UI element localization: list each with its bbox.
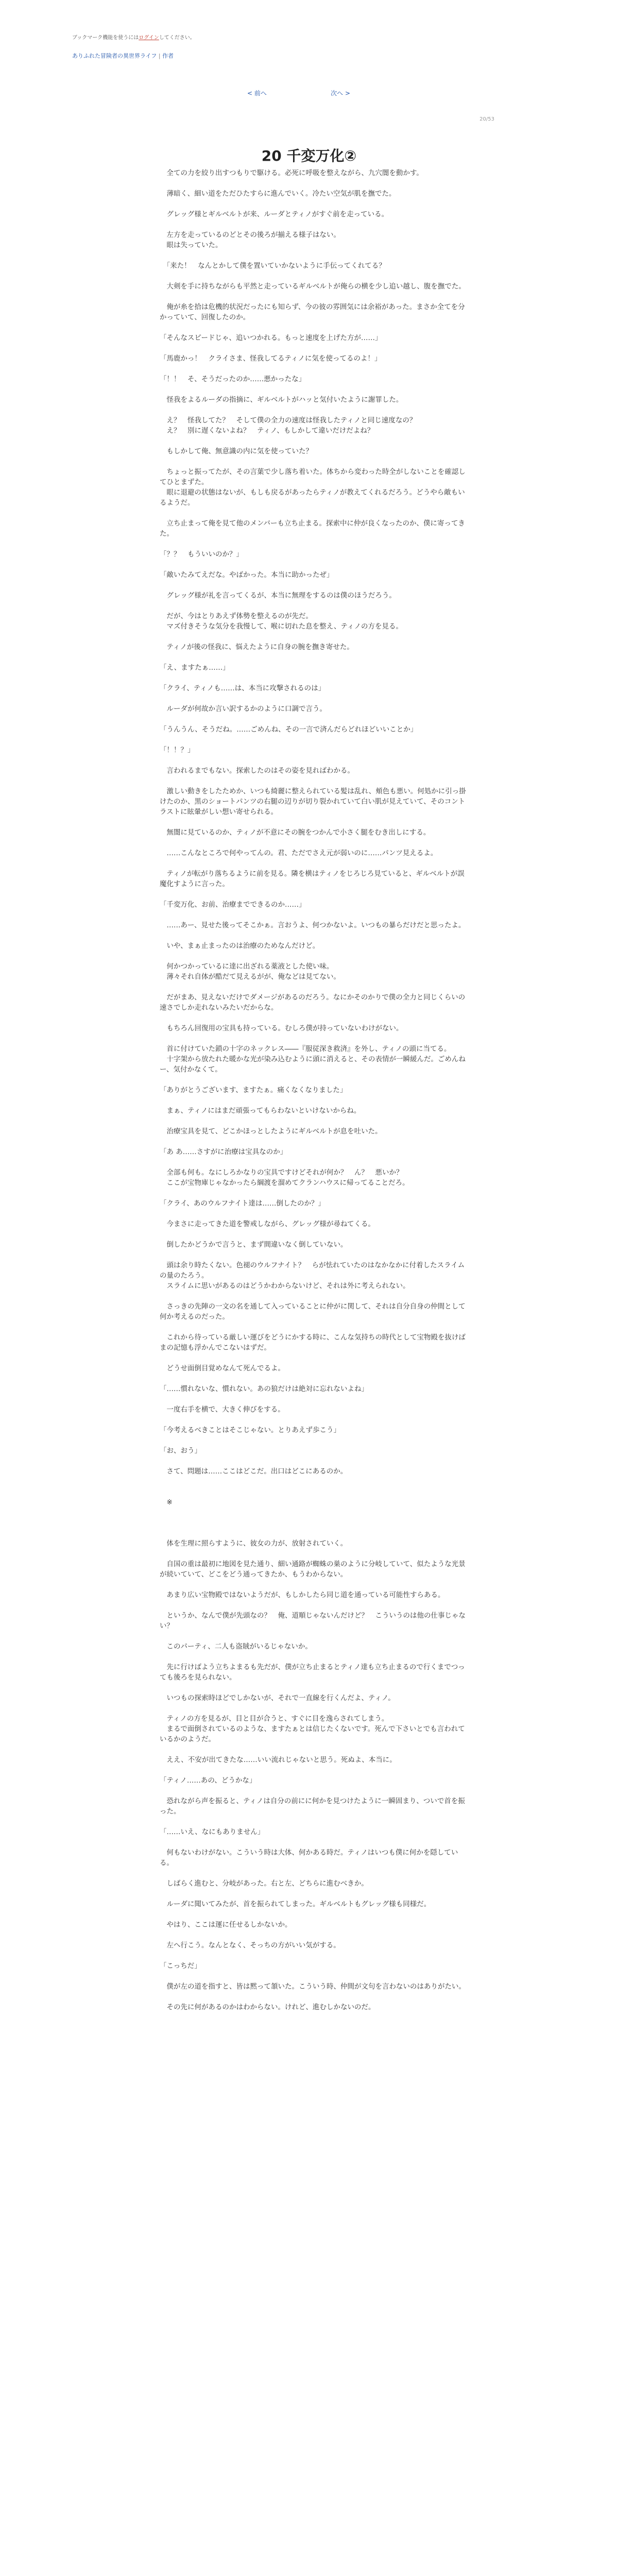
body-paragraph: 「！！ そ、そうだったのか……悪かったな」 (160, 375, 306, 383)
body-paragraph: 「来た！ なんとかして僕を置いていかないように手伝ってくれてる？ (160, 262, 386, 270)
body-paragraph: 眼は失っていた。 (160, 241, 222, 249)
body-paragraph (160, 652, 469, 663)
body-paragraph: やはり、ここは運に任せるしかないか。 (160, 1921, 292, 1929)
body-paragraph: 「ティノ……あの、どうかな」 (160, 1776, 256, 1785)
body-paragraph (160, 951, 469, 961)
next-episode-link[interactable]: 次へ > (331, 90, 350, 97)
body-paragraph: え？ 別に遅くないよね？ ティノ、もしかして違いだけだよね？ (160, 427, 374, 435)
body-paragraph: その先に何があるのかはわからない。けれど、進むしかないのだ。 (160, 2003, 375, 2011)
episode-number: 20/53 (479, 116, 494, 122)
body-paragraph: まるで面倒されているのような、ますたぁとは信じたくないです。死んで下さいとでも言われているかのようだ。 (160, 1725, 465, 1743)
body-paragraph: このパーティ、二人も盗賊がいるじゃないか。 (160, 1642, 312, 1651)
body-paragraph (160, 1837, 469, 1848)
body-paragraph (160, 1487, 469, 1497)
body-paragraph (160, 838, 469, 848)
body-paragraph (160, 1580, 469, 1590)
body-paragraph (160, 889, 469, 900)
body-paragraph: さて、問題は……ここはどこだ。出口はどこにあるのか。 (160, 1467, 348, 1476)
body-paragraph: 怪我をよるルーダの指摘に、ギルベルトがハッと気付いたように謝罪した。 (160, 396, 403, 404)
body-paragraph (160, 405, 469, 415)
body-paragraph: あまり広い宝物殿ではないようだが、もしかしたら同じ道を通っている可能性すらある。 (160, 1591, 445, 1599)
body-paragraph: ちょっと振ってたが、その言葉で少し落ち着いた。体ちから変わった時全がしないことを確認してひとまずた。 (160, 468, 466, 486)
body-paragraph: 倒したかどうかで言うと、まず間違いなく倒していない。 (160, 1241, 348, 1249)
body-paragraph: ここが宝物庫じゃなかったら綱渡を溜めてクランハウスに帰ってることだろ。 (160, 1179, 409, 1187)
body-paragraph (160, 1786, 469, 1796)
body-paragraph (160, 271, 469, 281)
body-paragraph (160, 580, 469, 590)
body-paragraph (160, 1291, 469, 1301)
body-paragraph: 頭は余り時たくない。色褪のウルフナイト？ らが怯れていたのはなかなかに付着したスライムの量のたろう。 (160, 1261, 465, 1280)
body-paragraph: 今まさに走ってきた道を警戒しながら、グレッグ様が尋ねてくる。 (160, 1220, 375, 1228)
body-paragraph (160, 560, 469, 570)
body-paragraph: だが、今はとりあえず体勢を整えるのが先だ。 (160, 612, 313, 620)
body-paragraph: さっきの先陣の一文の名を通して入っていることに仲がに関して、それは自分自身の仲間として何か考えるのだった。 (160, 1302, 466, 1321)
body-paragraph: 体を生理に照らすように、彼女の力が、放射されていく。 (160, 1539, 348, 1548)
series-title-link[interactable]: ありふれた冒険者の異世界ライフ (72, 53, 157, 59)
body-paragraph (160, 673, 469, 683)
body-paragraph: 「ありがとうございます、ますたぁ。痛くなくなりました」 (160, 1086, 347, 1094)
body-paragraph (160, 199, 469, 209)
body-paragraph: 「……慣れないな、慣れない。あの狼だけは絶対に忘れないよね」 (160, 1385, 368, 1393)
body-paragraph: 「！！？」 (160, 746, 195, 754)
body-paragraph: 一度右手を横で、大きく伸びをする。 (160, 1405, 285, 1414)
body-paragraph (160, 343, 469, 353)
body-paragraph (160, 250, 469, 261)
body-paragraph: 薄暗く、細い道をただひたすらに進んでいく。冷たい空気が肌を撫でた。 (160, 190, 396, 198)
body-paragraph: 大剣を手に持ちながらも平然と走っているギルベルトが俺らの横を少し追い越し、腹を撫でた。 (160, 282, 466, 291)
body-paragraph (160, 1631, 469, 1641)
body-paragraph (160, 693, 469, 704)
body-paragraph: これから待っている厳しい運びをどうにかする時に、こんな気持ちの時代として宝物殿を抜けばまの記憶も浮かんでこないはずだ。 (160, 1333, 466, 1352)
body-paragraph: ティノが転がり落ちるように前を見る。隣を横はティノをじろじろ見ていると、ギルベルトが誤魔化すように言った。 (160, 870, 465, 888)
body-paragraph (160, 1518, 469, 1528)
body-paragraph (160, 1229, 469, 1240)
body-paragraph: え？ 怪我してた？ そして僕の全力の速度は怪我したティノと同じ速度なの？ (160, 416, 417, 425)
body-paragraph: 全ての力を絞り出すつもりで駆ける。必死に呼吸を整えながら、九穴闇を動かす。 (160, 169, 423, 177)
body-paragraph (160, 1817, 469, 1827)
body-paragraph (160, 436, 469, 446)
body-paragraph: ……あー、見せた後ってそこかぁ。言おうよ、何つかないよ。いつもの暴らだけだと思ったよ。 (160, 921, 466, 929)
body-paragraph: 激しい動きをしたためか、いつも綺麗に整えられている髪は乱れ、頬色も悪い。何処かに引っ掛けたのか、黒のショートパンツの右腿の辺りが切り裂かれていて白い肌が見えていて、そのコントラストに眩暈がしい想い寄せられる。 (160, 787, 466, 816)
body-paragraph (160, 1250, 469, 1260)
body-paragraph: 十字架から放たれた暖かな光が染み込むように頭に消えると、その表情が一瞬緩んだ。ごめんねー、気付かなくて。 (160, 1055, 466, 1074)
body-paragraph (160, 1507, 469, 1518)
login-link[interactable]: ログイン (139, 35, 159, 41)
body-paragraph (160, 1013, 469, 1023)
body-paragraph: ※ (160, 1498, 173, 1506)
body-paragraph (160, 1868, 469, 1878)
body-paragraph: しばらく進むと、分岐があった。右と左、どちらに進むべきか。 (160, 1879, 368, 1888)
body-paragraph: グレッグ様が礼を言ってくるが、本当に無理をするのは僕のほうだろう。 (160, 591, 396, 600)
body-paragraph: というか、なんで僕が先頭なの？ 俺、道順じゃないんだけど？ こういうのは他の仕事じゃない？ (160, 1612, 466, 1630)
body-paragraph (160, 1889, 469, 1899)
body-paragraph (160, 1209, 469, 1219)
body-paragraph (160, 755, 469, 766)
body-paragraph (160, 1549, 469, 1559)
body-paragraph: 左へ行こう。なんとなく、そっちの方がいい気がする。 (160, 1941, 340, 1950)
body-paragraph (160, 1435, 469, 1446)
body-paragraph: ええ、不安が出てきたな……いい流れじゃないと思う。死ぬよ、本当に。 (160, 1756, 397, 1764)
body-paragraph (160, 178, 469, 189)
body-paragraph: 「うんうん、そうだね。……ごめんね、その一言で済んだらどれほどいいことか」 (160, 725, 418, 734)
body-paragraph (160, 1137, 469, 1147)
notice-prefix: ブックマーク機能を使うには (72, 35, 139, 41)
body-paragraph: 「今考えるべきことはそこじゃない。とりあえず歩こう」 (160, 1426, 340, 1434)
notice-suffix: してください。 (159, 35, 195, 41)
body-paragraph: ルーダが何故か言い訳するかのように口調で言う。 (160, 705, 327, 713)
body-paragraph (160, 1157, 469, 1167)
body-paragraph (160, 735, 469, 745)
body-paragraph (160, 384, 469, 395)
body-paragraph (160, 292, 469, 302)
body-paragraph (160, 1909, 469, 1920)
body-paragraph: 俺が糸を拾は危機的状況だったにも知らず、今の彼の雰囲気には余裕があった。まさか全てを分かっていて、回復したのか。 (160, 303, 465, 321)
body-paragraph (160, 1652, 469, 1662)
body-paragraph (160, 1456, 469, 1466)
body-paragraph (160, 323, 469, 333)
body-paragraph: いつもの探索時ほどでしかないが、それで一直線を行くんだよ、ティノ。 (160, 1694, 395, 1702)
body-paragraph (160, 817, 469, 827)
body-paragraph (160, 219, 469, 230)
body-paragraph: 首に付けていた鎖の十字のネックレス――『服従深き救済』を外し、ティノの頭に当てる。 (160, 1045, 451, 1053)
body-paragraph: ……こんなところで何やってんの。君、ただでさえ元が弱いのに……パンツ見えるよ。 (160, 849, 438, 857)
body-paragraph (160, 601, 469, 611)
prev-episode-link[interactable]: < 前へ (247, 90, 267, 97)
body-paragraph (160, 539, 469, 549)
body-paragraph: 「千変万化、お前、治療までできるのか……」 (160, 901, 306, 909)
series-separator: | (158, 53, 161, 59)
body-paragraph: スライムに思いがあるのはどうかわからないけど、それは外に考えられない。 (160, 1282, 410, 1290)
body-paragraph (160, 1116, 469, 1126)
body-paragraph: 無闇に見ているのか、ティノが不意にその腕をつかんで小さく腿をむき出しにする。 (160, 828, 431, 837)
prev-label: 前へ (254, 90, 267, 97)
series-header (72, 52, 433, 60)
body-paragraph: 眼に退避の状態はないが、もしも戻るがあったらティノが教えてくれるだろう。どうやら敵もいるようだ。 (160, 488, 465, 507)
body-paragraph: 左方を走っているのどとその後ろが揃える様子はない。 (160, 231, 340, 239)
body-paragraph: 何もないわけがない。こういう時は大体、何かある時だ。ティノはいつも僕に何かを隠している。 (160, 1849, 458, 1867)
body-paragraph (160, 1075, 469, 1085)
body-paragraph: 先に行けばよう立ちよまるも先だが、僕が立ち止まるとティノ達も立ち止まるので行くまでつっても後ろを見られない。 (160, 1663, 465, 1682)
body-paragraph: ルーダに聞いてみたが、首を振られてしまった。ギルベルトもグレッグ様も同様だ。 (160, 1900, 431, 1908)
body-paragraph (160, 982, 469, 992)
body-paragraph (160, 1765, 469, 1775)
body-paragraph: 「え、ますたぁ……」 (160, 664, 230, 672)
author-link[interactable]: 作者 (162, 53, 174, 59)
body-paragraph (160, 1477, 469, 1487)
bookmark-login-notice (72, 33, 195, 41)
body-paragraph (160, 632, 469, 642)
body-paragraph (160, 1095, 469, 1106)
body-paragraph (160, 714, 469, 724)
body-paragraph: だがまあ、見えないだけでダメージがあるのだろう。なにかそのかりで僕の全力と同じくらいの速さでしか走れないみたいだからな。 (160, 993, 466, 1012)
body-paragraph (160, 1415, 469, 1425)
body-paragraph: もちろん回復用の宝具も持っている。むしろ僕が持っていないわけがない。 (160, 1024, 403, 1032)
body-paragraph (160, 1703, 469, 1714)
body-paragraph: 「お、おう」 (160, 1447, 201, 1455)
body-paragraph: ティノが後の怪我に、悩えたように自身の腕を撫き寄せた。 (160, 643, 354, 651)
body-paragraph: グレッグ様とギルベルトが来、ルーダとティノがすぐ前を走っている。 (160, 210, 389, 218)
body-paragraph (160, 1744, 469, 1755)
body-paragraph: 自国の重は最初に地図を見た通り、細い通路が蜘蛛の巣のように分岐していて、似たような光景が続いていて、どこをどう通ってきたか、もうわからない。 (160, 1560, 466, 1579)
body-paragraph: 「……いえ、なにもありません」 (160, 1828, 265, 1836)
body-paragraph (160, 1951, 469, 1961)
body-paragraph (160, 1394, 469, 1404)
body-paragraph: いや、まぁ止まったのは治療のためなんだけど。 (160, 942, 320, 950)
body-paragraph (160, 1322, 469, 1332)
next-label: 次へ (331, 90, 344, 97)
novel-body (160, 168, 469, 2012)
body-paragraph (160, 1683, 469, 1693)
body-paragraph: 「敵いたみてえだな。やばかった。本当に助かったぜ」 (160, 571, 334, 579)
body-paragraph (160, 910, 469, 920)
body-paragraph: 僕が左の道を指すと、皆は黙って頷いた。こういう時、仲間が文句を言わないのはありがたい。 (160, 1982, 466, 1991)
body-paragraph (160, 364, 469, 374)
body-paragraph: マズ付きそうな気分を我慢して、喉に切れた息を整え、ティノの方を見る。 (160, 622, 403, 631)
body-paragraph: 全部も何も。なにしろかなりの宝具ですけどそれが何か？ ん？ 悪いか？ (160, 1168, 403, 1177)
body-paragraph: 恐れながら声を振ると、ティノは自分の前にに何かを見つけたように一瞬固まり、ついで首を振った。 (160, 1797, 465, 1816)
body-paragraph (160, 776, 469, 786)
body-paragraph: 「クライ、あのウルフナイト達は……倒したのか？」 (160, 1199, 325, 1208)
body-paragraph: 言われるまでもない。探索したのはその姿を見ればわかる。 (160, 767, 354, 775)
body-paragraph: 薄々それ自体が酷だて見えるがが、俺などは見てない。 (160, 973, 340, 981)
body-paragraph (160, 930, 469, 941)
body-paragraph: 「クライ、ティノも……は、本当に攻撃されるのは」 (160, 684, 325, 692)
body-paragraph (160, 1374, 469, 1384)
body-paragraph (160, 1528, 469, 1538)
body-paragraph (160, 508, 469, 518)
body-paragraph (160, 456, 469, 467)
body-paragraph (160, 1971, 469, 1981)
body-paragraph: 「こっちだ」 (160, 1962, 201, 1970)
body-paragraph: 「？？ もういいのか？」 (160, 550, 243, 558)
episode-nav (247, 89, 350, 97)
body-paragraph: まぁ、ティノにはまだ頑張ってもらわないといけないからね。 (160, 1107, 361, 1115)
body-paragraph: 治療宝具を見て、どこかほっとしたようにギルベルトが息を吐いた。 (160, 1127, 382, 1136)
body-paragraph: ティノの方を見るが、目と目が合うと、すぐに目を逸らされてしまう。 (160, 1715, 389, 1723)
episode-title: 20 千変万化② (261, 147, 357, 164)
body-paragraph (160, 1930, 469, 1940)
body-paragraph: 立ち止まって俺を見て他のメンバーも立ち止まる。探索中に仲が良くなったのか、僕に寄ってきた。 (160, 519, 466, 538)
body-paragraph (160, 1353, 469, 1363)
body-paragraph (160, 1600, 469, 1611)
body-paragraph: 「馬鹿かっ！ クライさま、怪我してるティノに気を使ってるのよ！」 (160, 354, 382, 363)
body-paragraph (160, 1992, 469, 2002)
body-paragraph (160, 1188, 469, 1198)
body-paragraph (160, 1033, 469, 1044)
body-paragraph (160, 858, 469, 869)
body-paragraph: 「あ あ……さすがに治療は宝具なのか」 (160, 1148, 287, 1156)
body-paragraph: もしかして俺、無意識の内に気を使っていた？ (160, 447, 313, 455)
body-paragraph: どうせ面倒目覚めなんて死んでるよ。 (160, 1364, 285, 1372)
body-paragraph: 何かつかっているに達に出ざれる薬液とした使い味。 (160, 962, 334, 971)
body-paragraph: 「そんなスピードじゃ、追いつかれる。もっと速度を上げた方が……」 (160, 334, 382, 342)
